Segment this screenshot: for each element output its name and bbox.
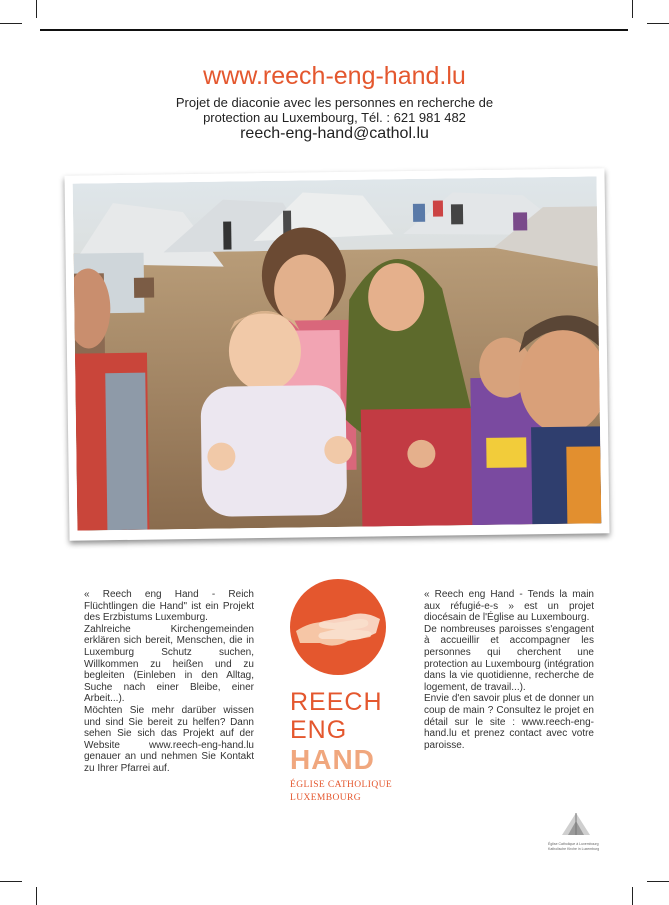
photo-illustration: [73, 176, 602, 530]
church-seal: [548, 811, 604, 851]
french-paragraph: Envie d'en savoir plus et de donner un coup de main ? Consultez le projet en détail sur le site : www.reech-eng-hand.lu et prenez contact avec votre paroisse.: [424, 693, 594, 751]
logo-word-hand: HAND: [290, 744, 375, 775]
logo-word-reech: REECH: [290, 688, 383, 716]
hands-icon: [290, 579, 386, 675]
refugee-children-photo: [73, 176, 602, 530]
crop-mark: [0, 881, 22, 882]
crop-mark: [36, 0, 37, 18]
german-paragraph: Möchten Sie mehr darüber wissen und sind Sie bereit zu helfen? Dann sehen Sie sich das Projekt auf der Website www.reech-eng-hand.lu genauer an und nehmen Sie Kontakt zu Ihrer Pfarrei auf.: [84, 704, 254, 774]
crop-mark: [0, 23, 22, 24]
photo-frame: [64, 168, 609, 541]
german-text-column: [84, 589, 254, 775]
contact-email[interactable]: reech-eng-hand@cathol.lu: [240, 125, 429, 142]
seal-line-2: Katholische Kirche in Luxemburg: [548, 847, 600, 851]
french-paragraph: « Reech eng Hand - Tends la main aux réfugié-e-s » est un projet diocésain de l'Église au Luxembourg.: [424, 589, 594, 624]
church-seal-icon: [548, 811, 604, 837]
logo-tagline-2: LUXEMBOURG: [290, 793, 362, 803]
seal-line-1: Église Catholique à Luxembourg: [548, 842, 599, 846]
top-rule: [40, 29, 628, 31]
crop-mark: [632, 887, 633, 905]
french-text-column: [424, 589, 594, 751]
german-paragraph: « Reech eng Hand - Reich Flüchtlingen die Hand" ist ein Projekt des Erzbistums Luxemburg.: [84, 589, 254, 624]
crop-mark: [647, 881, 669, 882]
crop-mark: [36, 887, 37, 905]
subtitle-line-1: Projet de diaconie avec les personnes en recherche de: [175, 95, 494, 110]
logo-word-eng: ENG: [290, 716, 348, 744]
subtitle-line-2: protection au Luxembourg, Tél. : 621 981 482: [203, 110, 466, 125]
crop-mark: [647, 23, 669, 24]
website-url[interactable]: www.reech-eng-hand.lu: [203, 62, 466, 90]
german-paragraph: Zahlreiche Kirchengemeinden erklären sich bereit, Menschen, die in Luxemburg Schutz suchen, Willkommen zu heißen und zu begleiten (Einleben in den Alltag, Suche nach einer Bleibe, einer Arbeit...).: [84, 623, 254, 705]
crop-mark: [632, 0, 633, 18]
french-paragraph: De nombreuses paroisses s'engagent à accueillir et accompagner les personnes qui cherchent une protection au Luxembourg (intégration dans la vie quotidienne, recherche de logement, de travail...).: [424, 623, 594, 693]
logo-tagline-1: ÉGLISE CATHOLIQUE: [290, 780, 393, 790]
